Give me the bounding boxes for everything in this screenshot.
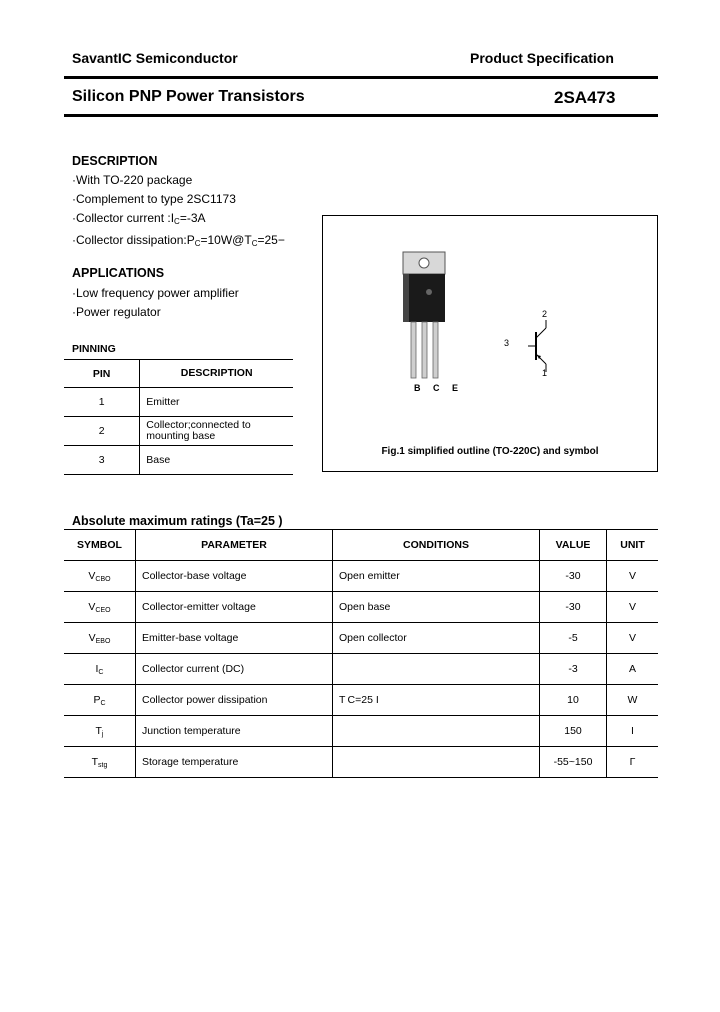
- conditions-cell: [333, 654, 540, 685]
- ratings-table: [64, 529, 658, 778]
- table-row: [64, 446, 293, 475]
- pinning-table: [64, 359, 293, 475]
- symbol-label-2: 2: [542, 309, 548, 319]
- table-row: [64, 592, 658, 623]
- conditions-cell: Open collector: [333, 623, 540, 654]
- parameter-cell: Collector current (DC): [136, 654, 333, 685]
- symbol-cell: $T_{stg}$: [64, 747, 136, 778]
- pnp-transistor-symbol: [520, 318, 560, 374]
- pinning-heading: PINNING: [72, 343, 116, 355]
- symbol-cell: $V_{EBO}$: [64, 623, 136, 654]
- value-cell: -30: [540, 592, 607, 623]
- parameter-cell: Collector-base voltage: [136, 561, 333, 592]
- application-item: ·Low frequency power amplifier: [72, 286, 239, 300]
- parameter-cell: Collector power dissipation: [136, 685, 333, 716]
- table-row: [64, 417, 293, 446]
- table-row: [64, 685, 658, 716]
- col-header-symbol: SYMBOL: [64, 530, 136, 561]
- value-cell: -3: [540, 654, 607, 685]
- unit-cell: V: [607, 561, 659, 592]
- table-row: [64, 716, 658, 747]
- table-row: [64, 654, 658, 685]
- symbol-cell: $V_{CBO}$: [64, 561, 136, 592]
- conditions-cell: Open base: [333, 592, 540, 623]
- unit-cell: V: [607, 592, 659, 623]
- description-item: ·Collector $dissipation:P_C=10W@T_C=25-$: [72, 233, 285, 248]
- unit-cell: I: [607, 716, 659, 747]
- description-item: ·With TO-220 package: [72, 173, 193, 187]
- value-cell: -30: [540, 561, 607, 592]
- table-row: [64, 623, 658, 654]
- value-cell: 150: [540, 716, 607, 747]
- header-rule-top: [64, 76, 658, 79]
- applications-heading: APPLICATIONS: [72, 266, 165, 280]
- parameter-cell: Storage temperature: [136, 747, 333, 778]
- symbol-cell: $I_C$: [64, 654, 136, 685]
- symbol-cell: $P_C$: [64, 685, 136, 716]
- pin-description: Emitter: [140, 388, 293, 417]
- col-header-parameter: PARAMETER: [136, 530, 333, 561]
- pin-description: Collector;connected to mounting base: [140, 417, 293, 446]
- unit-cell: Γ: [607, 747, 659, 778]
- description-item: ·Collector current $:I_C=-3A$: [72, 211, 206, 226]
- unit-cell: A: [607, 654, 659, 685]
- parameter-cell: Junction temperature: [136, 716, 333, 747]
- package-pin-labels: B C E: [414, 383, 464, 393]
- doc-type: Product Specification: [470, 50, 614, 66]
- description-heading: DESCRIPTION: [72, 154, 158, 168]
- pin-number: 2: [64, 417, 140, 446]
- description-list: [72, 171, 285, 253]
- conditions-cell: [333, 747, 540, 778]
- header-rule-bottom: [64, 114, 658, 117]
- pin-number: 3: [64, 446, 140, 475]
- description-item: ·Complement to type 2SC1173: [72, 192, 236, 206]
- to220-package-drawing: [395, 250, 455, 395]
- symbol-cell: $T_j$: [64, 716, 136, 747]
- table-row: [64, 561, 658, 592]
- symbol-label-3: 3: [504, 338, 510, 348]
- unit-cell: V: [607, 623, 659, 654]
- conditions-cell: T C=25 I: [333, 685, 540, 716]
- company-name: SavantIC Semiconductor: [72, 50, 238, 66]
- table-header-row: [64, 530, 658, 561]
- conditions-cell: Open emitter: [333, 561, 540, 592]
- value-cell: 10: [540, 685, 607, 716]
- figure-caption: Fig.1 simplified outline (TO-220C) and symbol: [381, 446, 599, 457]
- value-cell: -5: [540, 623, 607, 654]
- figure-box: [322, 215, 658, 472]
- value-cell: -55~150: [540, 747, 607, 778]
- table-header-row: [64, 360, 293, 388]
- col-header-unit: UNIT: [607, 530, 659, 561]
- part-number: 2SA473: [554, 88, 616, 107]
- col-header-description: DESCRIPTION: [140, 360, 293, 388]
- symbol-cell: $V_{CEO}$: [64, 592, 136, 623]
- parameter-cell: Emitter-base voltage: [136, 623, 333, 654]
- table-row: [64, 388, 293, 417]
- application-item: ·Power regulator: [72, 305, 161, 319]
- conditions-cell: [333, 716, 540, 747]
- unit-cell: W: [607, 685, 659, 716]
- col-header-pin: PIN: [64, 360, 140, 388]
- table-row: [64, 747, 658, 778]
- pin-number: 1: [64, 388, 140, 417]
- ratings-heading: Absolute maximum ratings (Ta=25 ): [72, 514, 283, 528]
- pin-description: Base: [140, 446, 293, 475]
- parameter-cell: Collector-emitter voltage: [136, 592, 333, 623]
- col-header-conditions: CONDITIONS: [333, 530, 540, 561]
- col-header-value: VALUE: [540, 530, 607, 561]
- doc-title: Silicon PNP Power Transistors: [72, 88, 305, 105]
- applications-list: [72, 284, 239, 322]
- symbol-label-1: 1: [542, 368, 548, 378]
